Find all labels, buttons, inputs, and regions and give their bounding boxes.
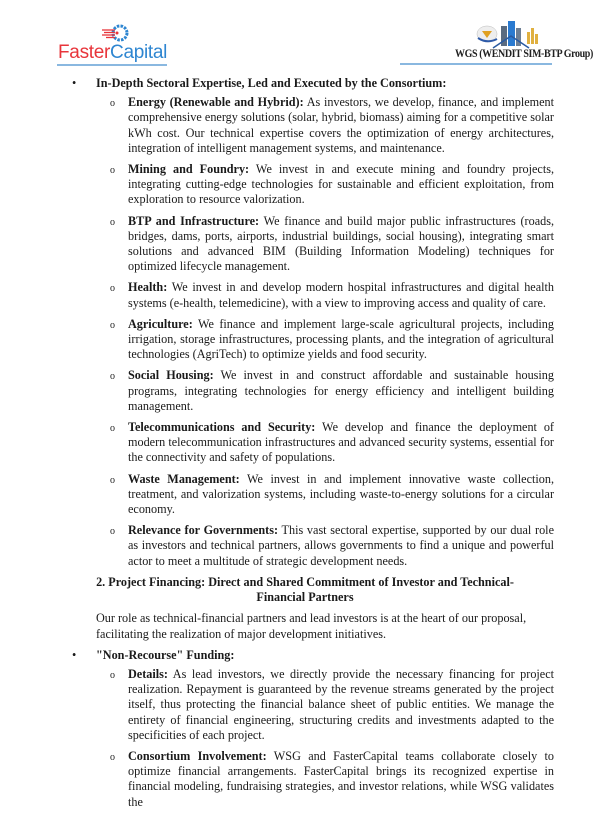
list-item <box>0 280 610 310</box>
sub-bullet: o <box>110 165 115 177</box>
section-bullet-non-recourse <box>0 648 610 663</box>
intro-paragraph: Our role as technical-financial partners and lead investors is at the heart of our proposal, facilitating the realization of major development initiatives. <box>96 611 527 641</box>
bullet-dot: • <box>72 647 77 662</box>
list-item <box>0 667 610 743</box>
sub-bullet: o <box>110 474 115 486</box>
item-label: Waste Management: <box>128 471 240 486</box>
section-heading: 2. Project Financing: Direct and Shared Commitment of Investor and Technical-Financial Partners <box>96 574 514 605</box>
bullet-title: In-Depth Sectoral Expertise, Led and Executed by the Consortium: <box>96 76 447 90</box>
item-label: Energy (Renewable and Hybrid): <box>128 95 304 110</box>
item-text: We invest in and implement innovative waste collection, treatment, and valorization systems, including waste-to-energy solutions for a circular economy. <box>128 471 555 517</box>
document-body <box>0 76 610 816</box>
page-header <box>0 0 610 72</box>
list-item <box>0 162 610 208</box>
buildings-diamond-icon <box>475 18 555 50</box>
sub-bullet: o <box>110 98 115 110</box>
item-text: As lead investors, we directly provide the necessary financing for project realization. Repayment is guaranteed by the revenue streams generated by the project itself, thus protecting the financial balance sheet of public entities. We manage the entirety of financial engineering, structuring credits and investments adapted to the specificities of each project. <box>128 666 554 742</box>
wordmark-capital: Capital <box>110 42 168 63</box>
bullet-title: "Non-Recourse" Funding: <box>96 647 235 662</box>
sub-bullet: o <box>110 283 115 295</box>
item-text: This vast sectoral expertise, supported by our dual role as investors and technical partners, allows governments to find a unique and powerful actor to meet a multitude of strategic development needs. <box>128 523 554 568</box>
item-label: Consortium Involvement: <box>128 748 267 763</box>
item-text: We finance and implement large-scale agricultural projects, including irrigation, storage infrastructures, processing plants, and the integration of agricultural technologies (AgriTech) to optimize yields and food security. <box>128 316 554 362</box>
sub-bullet: o <box>110 371 115 383</box>
list-item <box>0 95 610 156</box>
fastercapital-logo <box>58 22 173 66</box>
item-label: BTP and Infrastructure: <box>128 213 260 228</box>
item-label: Details: <box>128 666 168 681</box>
item-label: Health: <box>128 280 168 295</box>
speed-gear-icon <box>100 22 130 44</box>
sub-bullet: o <box>110 423 115 435</box>
sub-bullet: o <box>110 669 115 681</box>
list-item <box>0 214 610 275</box>
list-item <box>0 368 610 414</box>
section-bullet-sectoral-expertise <box>0 76 610 91</box>
item-text: We finance and build major public infrastructures (roads, bridges, dams, ports, airports, industrial buildings, social housing), integrating smart solutions and advanced BIM (Building Information Modeling) techniques for optimized lifecycle management. <box>128 213 554 274</box>
item-text: As investors, we develop, finance, and implement comprehensive energy solutions (solar, hybrid, biomass) aiming for a competitive solar kWh cost. Our technical expertise covers the optimization of energy architectures, integration of intelligent management systems, and maintenance. <box>128 95 554 155</box>
item-label: Social Housing: <box>128 368 214 383</box>
item-text: We invest in and construct affordable and sustainable housing programs, integrating technologies for energy efficiency and intelligent building management. <box>128 368 554 413</box>
item-text: WSG and FasterCapital teams collaborate closely to optimize financial arrangements. FasterCapital brings its recognized expertise in financial modeling, fundraising strategies, and investor relations, while WSG validates the <box>128 748 554 809</box>
item-text: We invest in and execute mining and foundry projects, integrating cutting-edge technologies for sustainable and efficient exploitation, from exploration to resource valorization. <box>128 162 554 207</box>
sub-bullet: o <box>110 751 115 763</box>
item-label: Telecommunications and Security: <box>128 420 316 435</box>
sub-bullet: o <box>110 319 115 331</box>
list-item <box>0 420 610 466</box>
item-text: We develop and finance the deployment of modern telecommunication infrastructures and advanced security systems, essential for the connectivity and safety of populations. <box>128 420 554 465</box>
item-label: Agriculture: <box>128 316 193 331</box>
list-item <box>0 523 610 569</box>
item-label: Relevance for Governments: <box>128 523 279 538</box>
item-label: Mining and Foundry: <box>128 162 250 177</box>
list-item <box>0 472 610 518</box>
bullet-dot: • <box>72 76 77 90</box>
list-item <box>0 749 610 810</box>
wordmark-faster: Faster <box>58 42 111 63</box>
fastercapital-wordmark <box>58 42 167 64</box>
list-item <box>0 317 610 363</box>
sub-bullet: o <box>110 216 115 228</box>
wgs-wordmark: WGS (WENDIT SIM-BTP Group) <box>455 48 593 61</box>
header-rule-right <box>400 63 552 65</box>
header-rule-left <box>57 64 167 66</box>
wgs-logo <box>455 14 593 66</box>
item-text: We invest in and develop modern hospital infrastructures and digital health systems (e-health, telemedicine), with a view to improving access and quality of care. <box>128 280 554 310</box>
sub-bullet: o <box>110 526 115 538</box>
